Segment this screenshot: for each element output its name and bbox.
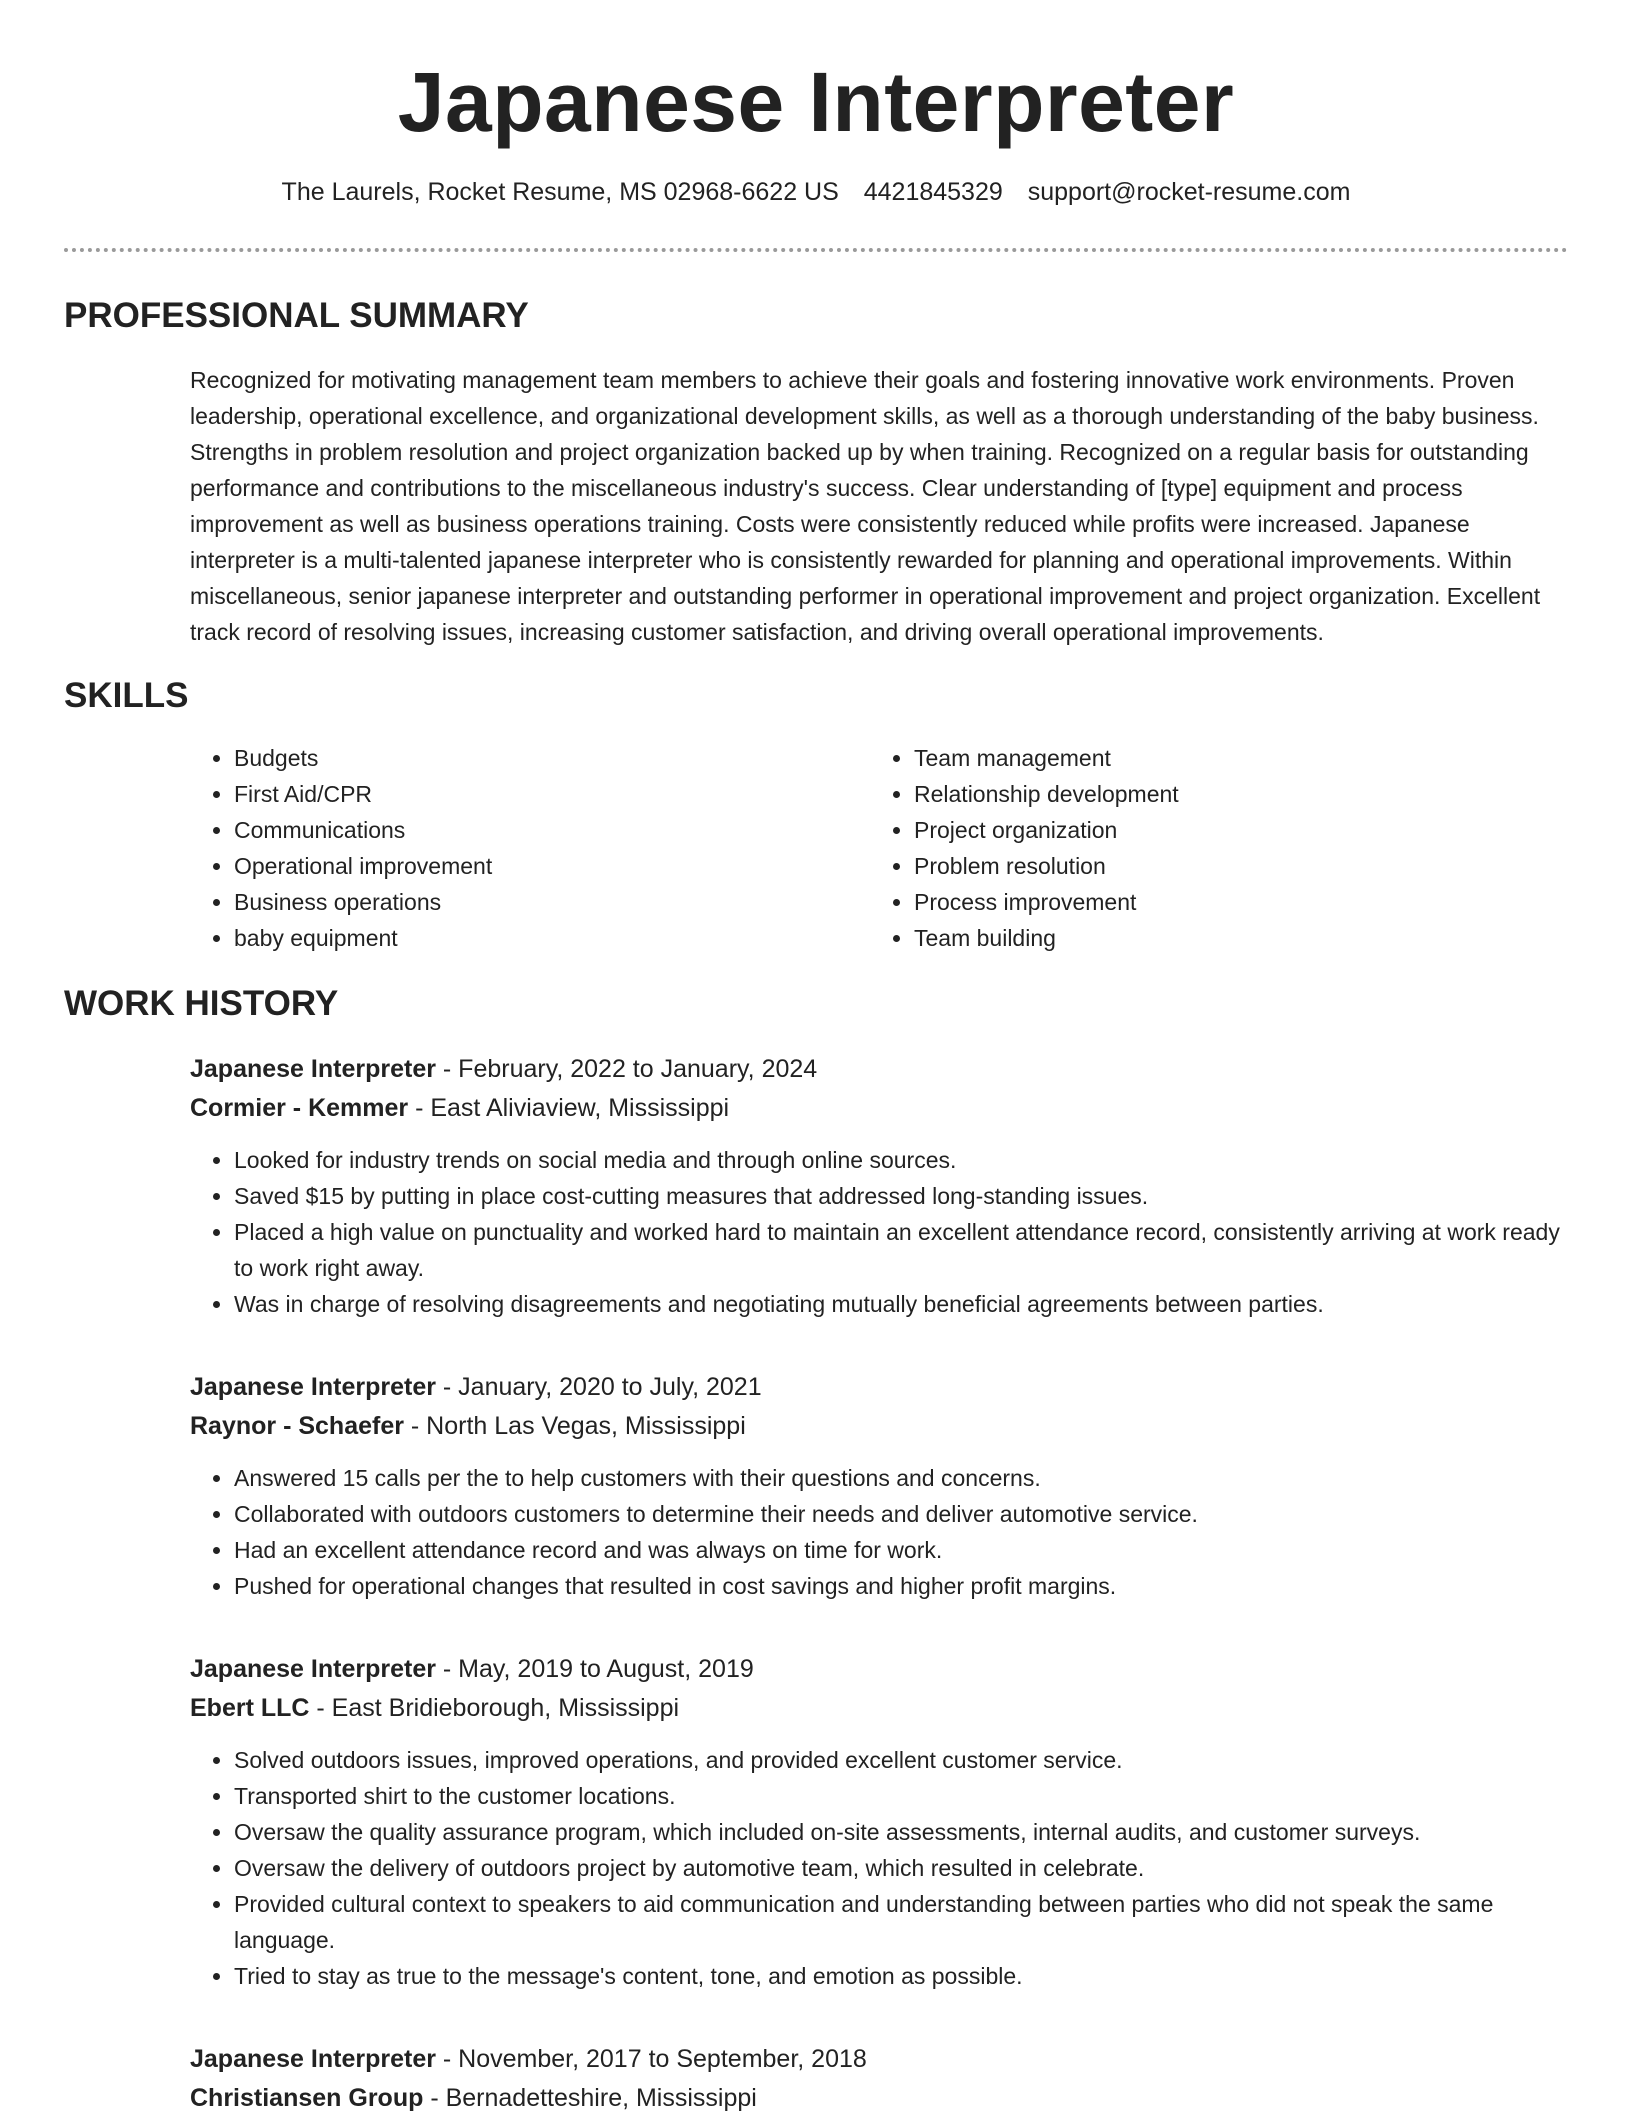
skill-item: • Process improvement [914,884,1550,920]
job-bullet: • Tried to stay as true to the message's content, tone, and emotion as possible. [234,1958,1568,1994]
contact-phone: 4421845329 [863,178,1003,206]
job-title-line [190,2040,1568,2079]
skill-item: • Communications [234,812,870,848]
skills-heading: SKILLS [64,676,189,715]
job-location: - Bernadetteshire, Mississippi [423,2084,757,2112]
contact-email: support@rocket-resume.com [1027,178,1351,206]
header-divider [64,248,1568,252]
job-dates: - January, 2020 to July, 2021 [435,1373,762,1401]
job-bullet: • Placed a high value on punctuality and worked hard to maintain an excellent attendance record, consistently arriving at work ready to work right away. [234,1214,1568,1286]
job-dates: - May, 2019 to August, 2019 [435,1655,754,1683]
job-bullet-list [190,1142,1568,1322]
job-location: - East Bridieborough, Mississippi [309,1694,680,1722]
job-bullet: • Answered 15 calls per the to help customers with their questions and concerns. [234,1460,1568,1496]
job-company-line [190,2079,1568,2112]
professional-summary-section [64,294,1568,650]
job-bullet: • Looked for industry trends on social media and through online sources. [234,1142,1568,1178]
job-bullet-list [190,1460,1568,1604]
skill-item: • Problem resolution [914,848,1550,884]
job-company: Christiansen Group [190,2084,424,2112]
job-company-line [190,1407,1568,1446]
job-bullet: • Had an excellent attendance record and was always on time for work. [234,1532,1568,1568]
work-history-section [64,982,1568,2112]
job-company: Cormier - Kemmer [190,1094,409,1122]
job-bullet: • Pushed for operational changes that resulted in cost savings and higher profit margins. [234,1568,1568,1604]
skills-list-right [870,740,1550,956]
summary-text: Recognized for motivating management team members to achieve their goals and fostering innovative work environments. Proven leadership, operational excellence, and organizational development skills, as well as a thorough understanding of the baby business. Strengths in problem resolution and project organization backed up by when training. Recognized on a regular basis for outstanding performance and contributions to the miscellaneous industry's success. Clear understanding of [type] equipment and process improvement as well as business operations training. Costs were consistently reduced while profits were increased. Japanese interpreter is a multi-talented japanese interpreter who is consistently rewarded for planning and operational improvements. Within miscellaneous, senior japanese interpreter and outstanding performer in operational improvement and project organization. Excellent track record of resolving issues, increasing customer satisfaction, and driving overall operational improvements. [190,367,1541,645]
job-bullet: • Transported shirt to the customer locations. [234,1778,1568,1814]
job-dates: - February, 2022 to January, 2024 [435,1055,818,1083]
job-entry [190,1368,1568,1604]
job-title-line [190,1650,1568,1689]
skill-item: • Operational improvement [234,848,870,884]
skill-item: • Project organization [914,812,1550,848]
skills-grid [190,740,1568,956]
skill-item: • First Aid/CPR [234,776,870,812]
contact-address: The Laurels, Rocket Resume, MS 02968-6622 US [281,178,839,206]
job-company: Raynor - Schaefer [190,1412,404,1440]
job-entry [190,1650,1568,1994]
job-role: Japanese Interpreter [190,2045,436,2073]
job-entry [190,1050,1568,1322]
contact-line [64,176,1568,208]
skill-item: • Team building [914,920,1550,956]
job-title-line [190,1368,1568,1407]
skills-section [64,674,1568,956]
job-location: - North Las Vegas, Mississippi [403,1412,746,1440]
skills-list-left [190,740,870,956]
job-role: Japanese Interpreter [190,1655,436,1683]
summary-heading: PROFESSIONAL SUMMARY [64,296,529,335]
job-bullet-list [190,1742,1568,1994]
job-bullet: • Collaborated with outdoors customers to determine their needs and deliver automotive service. [234,1496,1568,1532]
job-company-line [190,1689,1568,1728]
job-location: - East Aliviaview, Mississippi [408,1094,730,1122]
job-bullet: • Oversaw the quality assurance program, which included on-site assessments, internal audits, and customer surveys. [234,1814,1568,1850]
skills-column-right [870,740,1550,956]
resume-name-heading: Japanese Interpreter [397,55,1235,149]
skill-item: • Business operations [234,884,870,920]
skill-item: • baby equipment [234,920,870,956]
job-bullet: • Provided cultural context to speakers to aid communication and understanding between parties who did not speak the same language. [234,1886,1568,1958]
skill-item: • Team management [914,740,1550,776]
work-history-heading: WORK HISTORY [64,984,339,1023]
skills-column-left [190,740,870,956]
job-title-line [190,1050,1568,1089]
job-company-line [190,1089,1568,1128]
job-entry [190,2040,1568,2112]
job-role: Japanese Interpreter [190,1055,436,1083]
job-bullet: • Solved outdoors issues, improved operations, and provided excellent customer service. [234,1742,1568,1778]
job-bullet: • Oversaw the delivery of outdoors project by automotive team, which resulted in celebrate. [234,1850,1568,1886]
skill-item: • Relationship development [914,776,1550,812]
job-company: Ebert LLC [190,1694,310,1722]
job-dates: - November, 2017 to September, 2018 [435,2045,867,2073]
job-role: Japanese Interpreter [190,1373,436,1401]
skill-item: • Budgets [234,740,870,776]
job-bullet: • Saved $15 by putting in place cost-cutting measures that addressed long-standing issues. [234,1178,1568,1214]
job-bullet: • Was in charge of resolving disagreements and negotiating mutually beneficial agreements between parties. [234,1286,1568,1322]
